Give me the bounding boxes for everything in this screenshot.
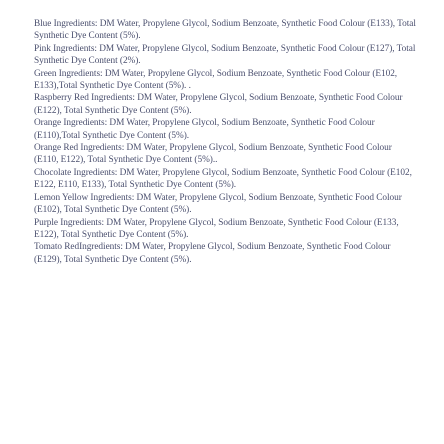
entry-name: Blue Ingredients: xyxy=(34,19,98,29)
ingredient-entry-orange-red xyxy=(34,142,416,167)
ingredient-entry-green xyxy=(34,68,416,93)
entry-text: DM Water, Propylene Glycol, Sodium Benzoate, Synthetic Food Colour (E110),Total Synthetic Dye Content (5%). xyxy=(34,118,375,141)
ingredient-entry-chocolate xyxy=(34,167,416,192)
ingredients-document xyxy=(34,18,416,266)
ingredient-entry-pink xyxy=(34,43,416,68)
entry-text: DM Water, Propylene Glycol, Sodium Benzoate, Synthetic Food Colour (E127), Total Synthetic Dye Content (2%). xyxy=(34,43,416,67)
entry-name: Orange Red Ingredients: xyxy=(34,143,125,154)
ingredient-entry-purple xyxy=(34,217,416,242)
entry-name: Raspberry Red Ingredients: xyxy=(34,93,135,104)
entry-name: Orange Ingredients: xyxy=(34,118,108,129)
entry-name: Chocolate Ingredients: xyxy=(34,167,118,178)
ingredient-entry-raspberry-red xyxy=(34,92,416,117)
ingredient-entry-orange xyxy=(34,117,416,142)
entry-text: DM Water, Propylene Glycol, Sodium Benzoate, Synthetic Food Colour (E133), Total Synthetic Dye Content (5%). xyxy=(34,19,416,42)
entry-text: DM Water, Propylene Glycol, Sodium Benzoate, Synthetic Food Colour (E133, E122), Total Synthetic Dye Content (5%). xyxy=(34,217,399,240)
entry-text: DM Water, Propylene Glycol, Sodium Benzoate, Synthetic Food Colour (E102, E133),Total Synthetic Dye Content (5%). . xyxy=(34,68,398,92)
entry-name: Pink Ingredients: xyxy=(34,43,97,54)
entry-name: Green Ingredients: xyxy=(34,68,103,79)
ingredient-entry-blue xyxy=(34,18,416,43)
entry-name: Purple Ingredients: xyxy=(34,217,105,228)
entry-text: DM Water, Propylene Glycol, Sodium Benzoate, Synthetic Food Colour (E102, E122, E110, E133), Total Synthetic Dye Content (5%). xyxy=(34,167,412,191)
entry-text: DM Water, Propylene Glycol, Sodium Benzoate, Synthetic Food Colour (E129), Total Synthetic Dye Content (5%). xyxy=(34,242,391,265)
entry-text: DM Water, Propylene Glycol, Sodium Benzoate, Synthetic Food Colour (E102), Total Synthetic Dye Content (5%). xyxy=(34,192,402,216)
ingredient-entry-lemon-yellow xyxy=(34,192,416,217)
entry-name: Lemon Yellow Ingredients: xyxy=(34,192,135,203)
entry-text: DM Water, Propylene Glycol, Sodium Benzoate, Synthetic Food Colour (E122), Total Synthetic Dye Content (5%). xyxy=(34,93,403,116)
entry-name: Tomato RedIngredients: xyxy=(34,242,123,253)
entry-text: DM Water, Propylene Glycol, Sodium Benzoate, Synthetic Food Colour (E110, E122), Total Synthetic Dye Content (5%).. xyxy=(34,143,392,166)
ingredient-entry-tomato-red xyxy=(34,241,416,266)
